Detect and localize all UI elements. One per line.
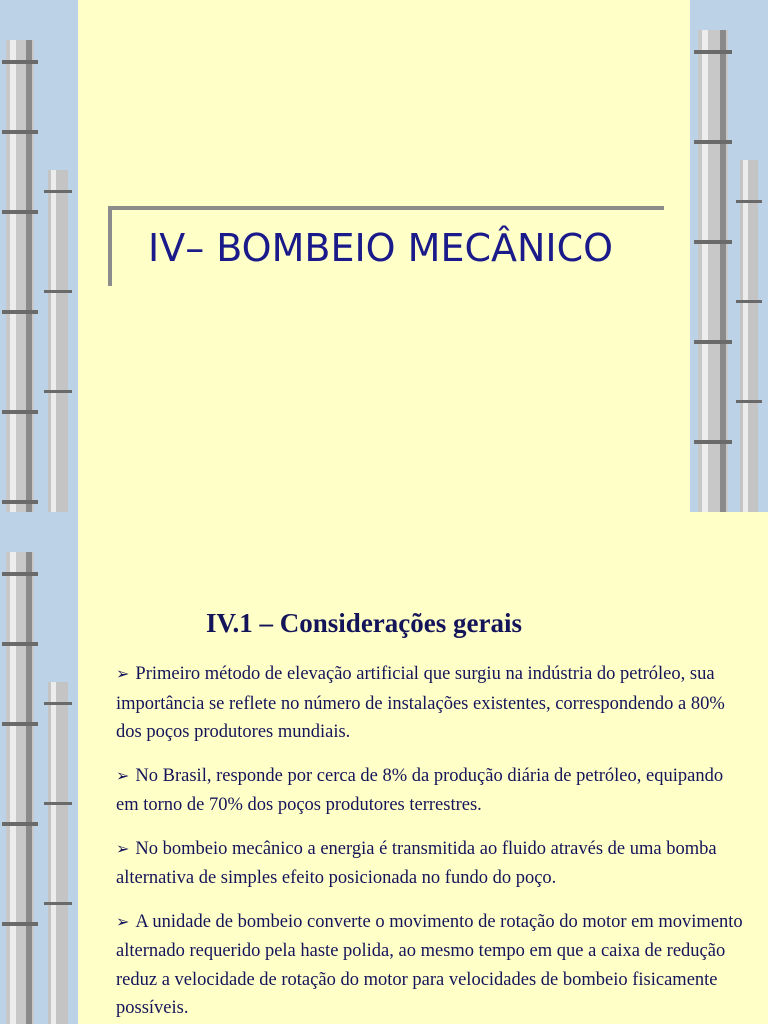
bullet-text: No bombeio mecânico a energia é transmitida ao fluido através de uma bomba alternativa de simples efeito posicionada no fundo do poço. [116, 838, 717, 888]
bullet-list [116, 660, 748, 1024]
bullet-item [116, 660, 748, 747]
bullet-text: Primeiro método de elevação artificial que surgiu na indústria do petróleo, sua importância se reflete no número de instalações existentes, correspondendo a 80% dos poços produtores mundiais. [116, 664, 725, 742]
bullet-item [116, 762, 748, 820]
bullet-item [116, 835, 748, 893]
bullet-text: A unidade de bombeio converte o movimento de rotação do motor em movimento alternado requerido pela haste polida, ao mesmo tempo em que a caixa de redução reduz a velocidade de rotação do motor para velocidades de bombeio fisicamente possíveis. [116, 911, 743, 1018]
refinery-tower-image-left [0, 0, 78, 512]
refinery-tower-image-left-bottom [0, 512, 78, 1024]
arrow-bullet-icon: ➢ [116, 913, 130, 931]
section-heading: IV.1 – Considerações gerais [206, 608, 522, 638]
arrow-bullet-icon: ➢ [116, 840, 130, 858]
arrow-bullet-icon: ➢ [116, 666, 130, 683]
slide-considerations [0, 512, 768, 1024]
refinery-tower-image-right [690, 0, 768, 512]
arrow-bullet-icon: ➢ [116, 767, 130, 785]
bullet-item [116, 908, 748, 1023]
slide-title-text: IV– BOMBEIO MECÂNICO [148, 226, 614, 270]
bullet-text: No Brasil, responde por cerca de 8% da produção diária de petróleo, equipando em torno de 70% dos poços produtores terrestres. [116, 765, 724, 815]
